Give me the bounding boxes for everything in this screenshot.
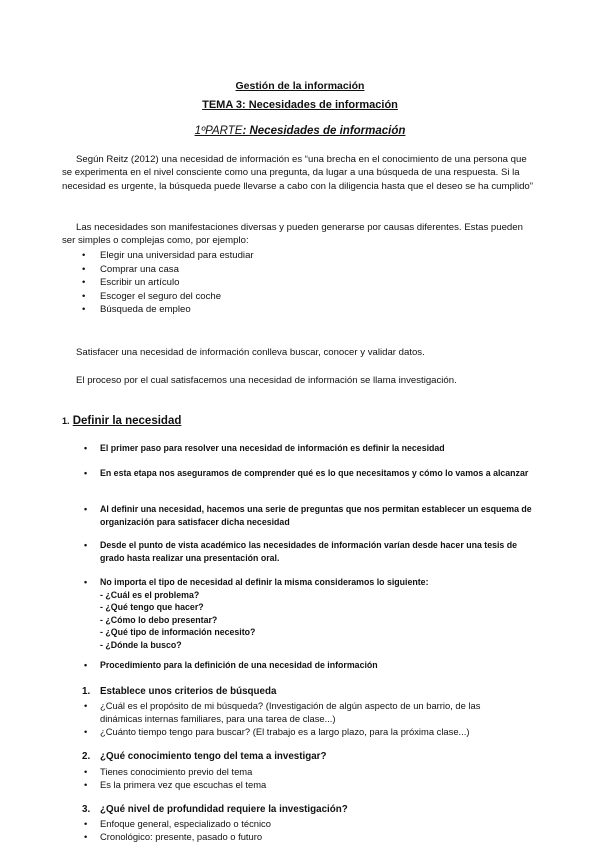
- section-number: 1.: [62, 416, 70, 426]
- questions-intro: • No importa el tipo de necesidad al definir la misma consideramos lo siguiente:: [100, 577, 429, 587]
- step-number: 2.: [82, 751, 91, 762]
- list-item: • Enfoque general, especializado o técnico: [84, 818, 524, 831]
- examples-list: [80, 249, 520, 317]
- step-heading: [82, 804, 348, 815]
- list-item: • Escribir un artículo: [80, 276, 520, 290]
- list-item: • Búsqueda de empleo: [80, 303, 520, 317]
- intro-paragraph-needs: Las necesidades son manifestaciones diversas y pueden generarse por causas diferentes. Estas pueden ser simples o complejas como, por ejemplo:: [62, 222, 523, 247]
- topic-title: TEMA 3: Necesidades de información: [202, 99, 398, 111]
- list-item: • El primer paso para resolver una necesidad de información es definir la necesidad: [82, 442, 532, 455]
- step-items: [84, 700, 524, 738]
- list-item: • Tienes conocimiento previo del tema: [84, 766, 524, 779]
- section-bullet: [82, 503, 532, 528]
- list-item: • Escoger el seguro del coche: [80, 290, 520, 304]
- question-item: - ¿Cuál es el problema?: [100, 589, 200, 600]
- step-title: Establece unos criterios de búsqueda: [100, 686, 277, 697]
- section-bullet: [82, 442, 532, 455]
- list-item: • ¿Cuánto tiempo tengo para buscar? (El trabajo es a largo plazo, para la próxima clase...): [84, 726, 524, 739]
- list-item: • Al definir una necesidad, hacemos una serie de preguntas que nos permitan establecer un esquema de organización para satisfacer dicha necesidad: [82, 503, 532, 528]
- step-heading: [82, 686, 276, 697]
- list-item: [82, 576, 532, 652]
- step-number: 1.: [82, 686, 91, 697]
- section-bullet: [82, 659, 532, 672]
- step-title: ¿Qué nivel de profundidad requiere la investigación?: [100, 804, 348, 815]
- intro-paragraph-satisfy: Satisfacer una necesidad de información conlleva buscar, conocer y validar datos.: [76, 347, 425, 358]
- step-items: [84, 766, 524, 792]
- section-bullet: [82, 467, 532, 480]
- part-rest: : Necesidades de información: [242, 125, 406, 137]
- list-item: • En esta etapa nos aseguramos de comprender qué es lo que necesitamos y cómo lo vamos a alcanzar: [82, 467, 532, 480]
- step-title: ¿Qué conocimiento tengo del tema a investigar?: [100, 751, 327, 762]
- question-item: - ¿Qué tengo que hacer?: [100, 602, 204, 613]
- question-item: - ¿Dónde la busco?: [100, 639, 182, 650]
- section-heading: [62, 415, 181, 427]
- section-title: Definir la necesidad: [72, 415, 182, 427]
- intro-paragraph-research: El proceso por el cual satisfacemos una necesidad de información se llama investigación.: [76, 375, 457, 386]
- list-item: • Cronológico: presente, pasado o futuro: [84, 831, 524, 844]
- step-number: 3.: [82, 804, 91, 815]
- intro-paragraph-definition: Según Reitz (2012) una necesidad de información es “una brecha en el conocimiento de una persona que se experimenta en el nivel consciente como una pregunta, da lugar a una búsqueda de una respuesta. Si la necesidad es urgente, la búsqueda puede llevarse a cabo con la diligencia hasta que el deseo se ha cumplido”: [62, 154, 533, 192]
- step-heading: [82, 751, 326, 762]
- section-bullet: [82, 539, 532, 564]
- questions-block: [82, 576, 532, 652]
- part-title: [0, 125, 600, 137]
- part-prefix: 1ºPARTE: [194, 125, 243, 137]
- list-item: • Es la primera vez que escuchas el tema: [84, 779, 524, 792]
- question-item: - ¿Qué tipo de información necesito?: [100, 627, 256, 638]
- list-item: • Desde el punto de vista académico las necesidades de información varían desde hacer una tesis de grado hasta realizar una presentación oral.: [82, 539, 532, 564]
- document-title: Gestión de la información: [235, 80, 365, 92]
- list-item: • Comprar una casa: [80, 263, 520, 277]
- list-item: • ¿Cuál es el propósito de mi búsqueda? (Investigación de algún aspecto de un barrio, de las dinámicas internas familiares, para una tarea de clase...): [84, 700, 524, 726]
- list-item: • Elegir una universidad para estudiar: [80, 249, 520, 263]
- step-items: [84, 818, 524, 844]
- list-item: • Procedimiento para la definición de una necesidad de información: [82, 659, 532, 672]
- question-item: - ¿Cómo lo debo presentar?: [100, 614, 218, 625]
